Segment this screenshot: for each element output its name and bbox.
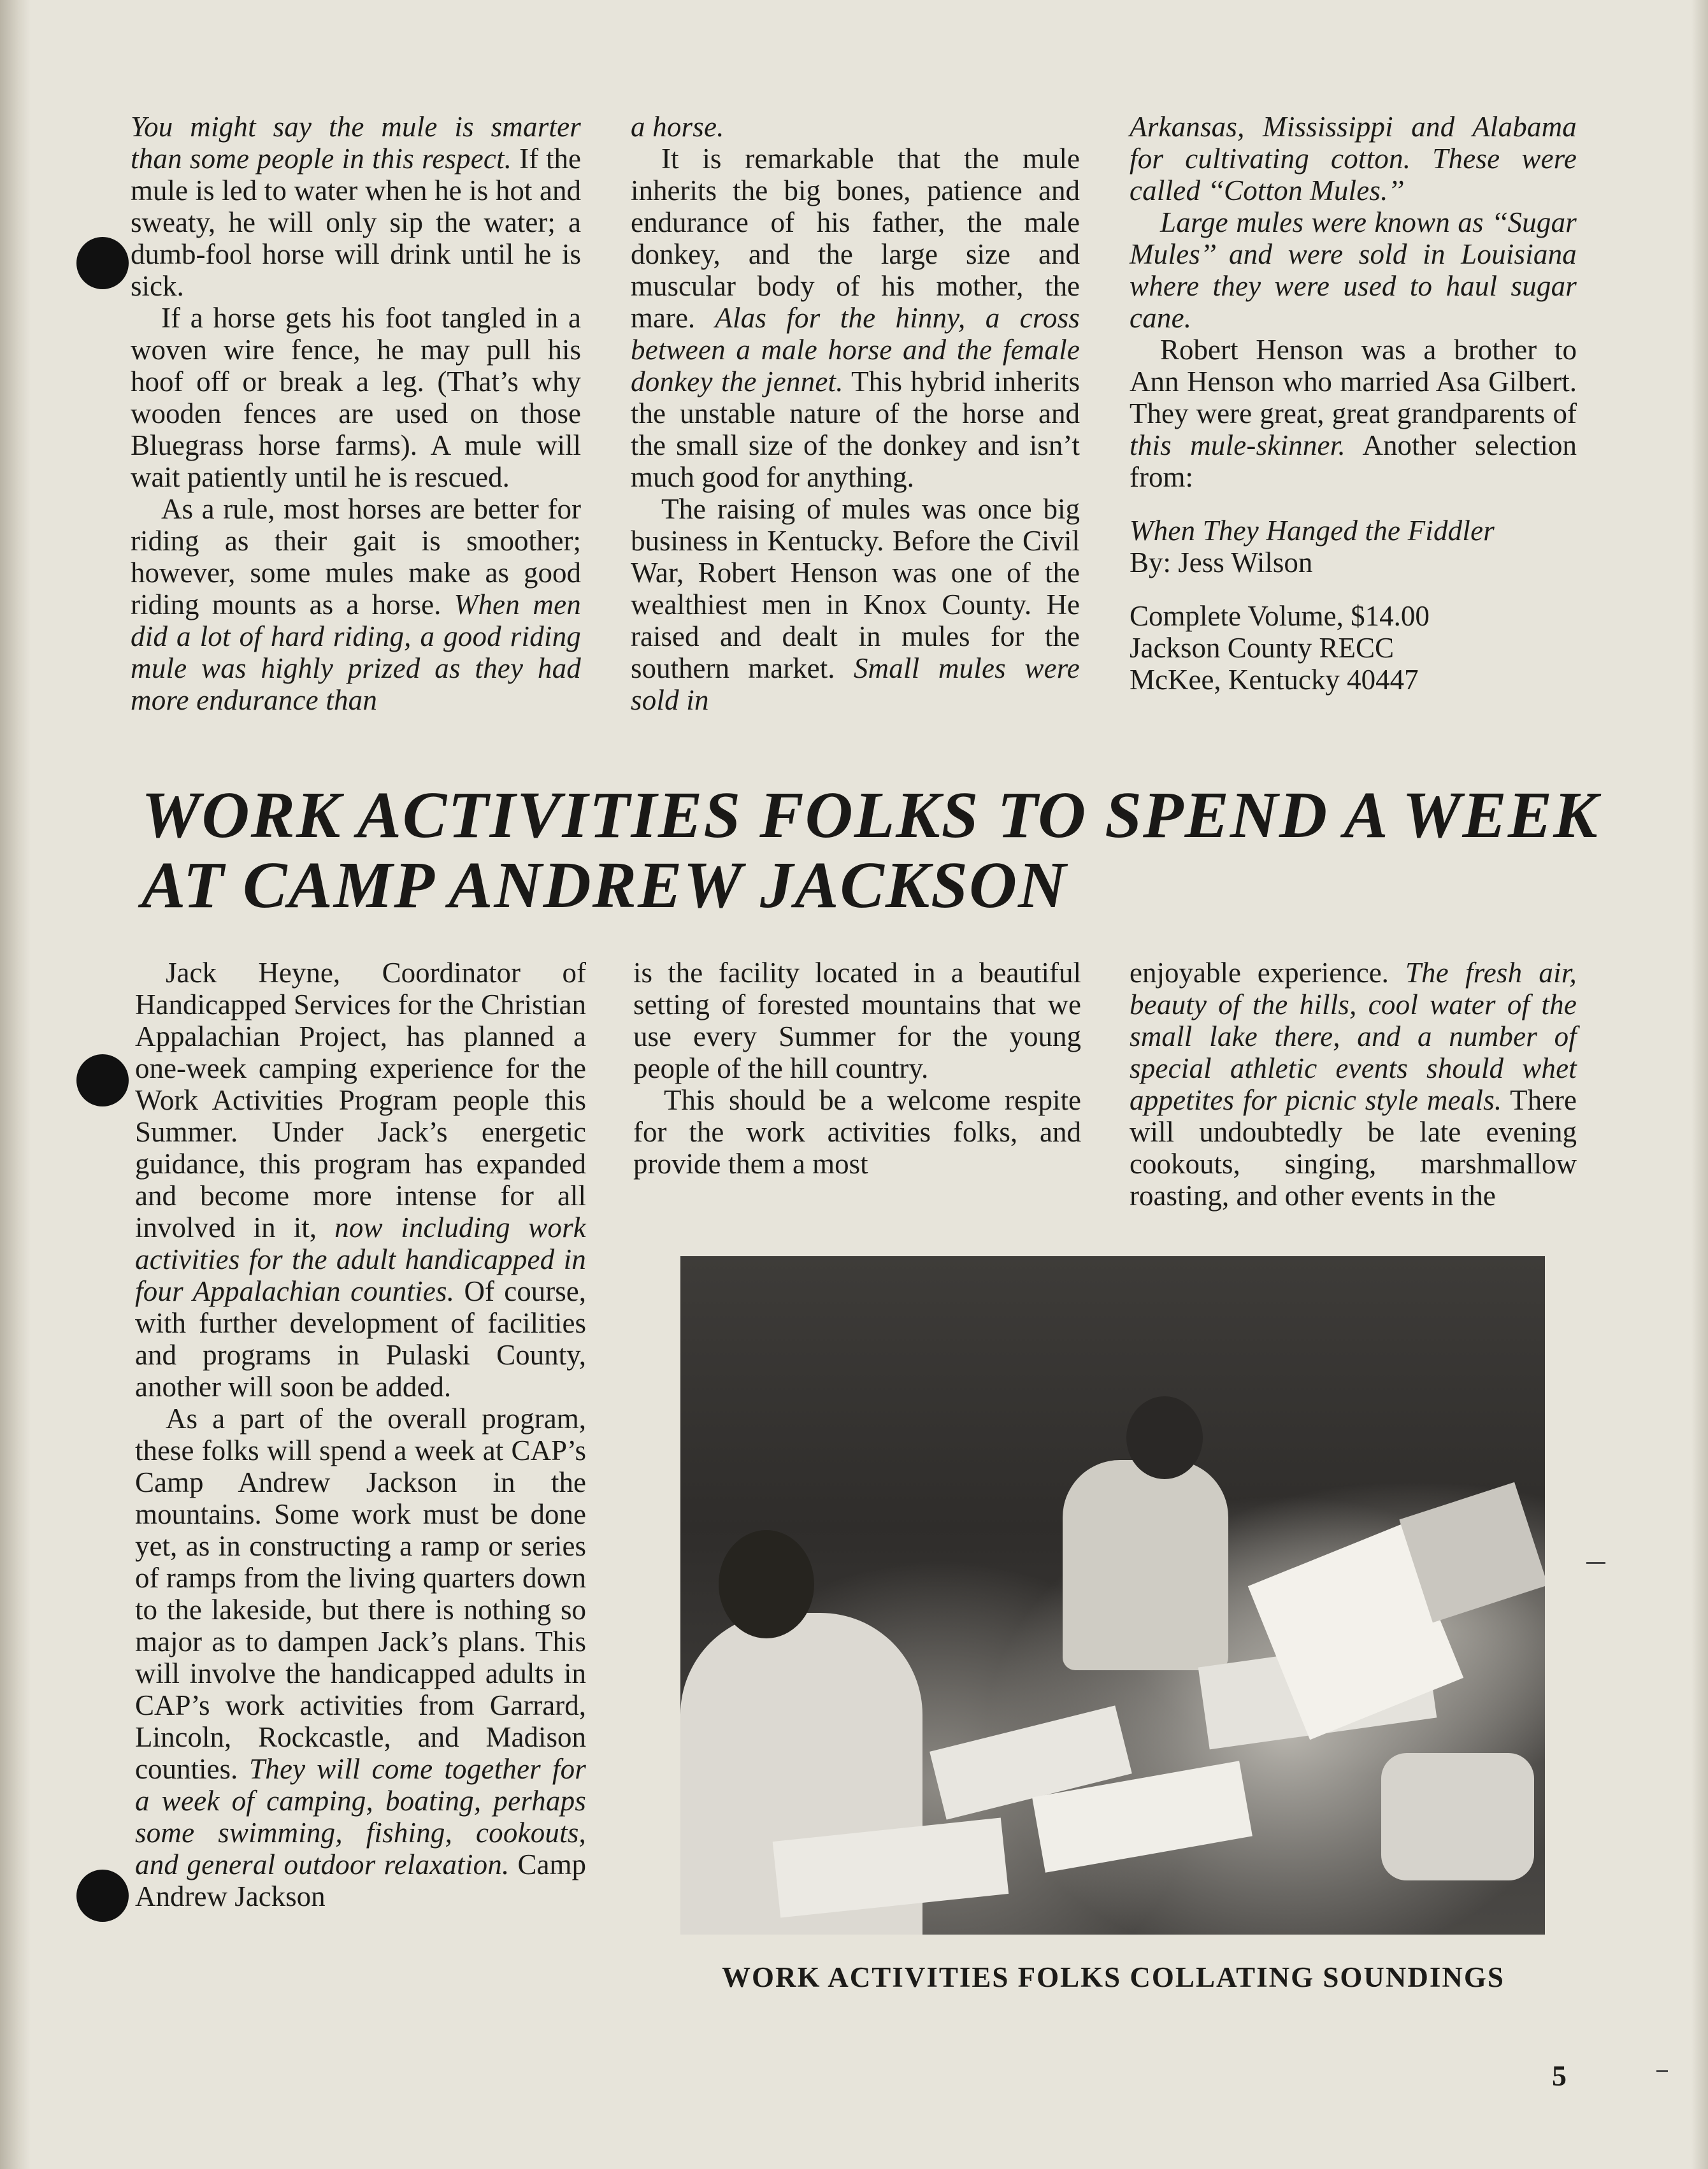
paragraph bbox=[131, 493, 581, 716]
text-run: Camp Andrew Jackson bbox=[135, 1849, 586, 1912]
collating-photo bbox=[680, 1256, 1545, 1935]
text-run: If the mule is led to water when he is hot and sweaty, he will only sip the water; a dumb-fool horse will drink until he is sick. bbox=[131, 143, 581, 302]
paragraph bbox=[631, 143, 1080, 493]
mule-article-column-2 bbox=[631, 111, 1080, 716]
book-price: Complete Volume, $14.00 bbox=[1130, 600, 1430, 632]
text-run: As a part of the overall program, these folks will spend a week at CAP’s Camp Andrew Jackson in the mountains. Some work must be done yet, as in constructing a ramp or series of ramps from the living quarters down to the lakeside, but there is nothing so major as to dampen Jack’s plans. This will involve the handicapped adults in CAP’s work activities from Garrard, Lincoln, Rockcastle, and Madison counties. bbox=[135, 1403, 586, 1785]
person-head-front bbox=[719, 1530, 814, 1638]
margin-mark bbox=[1586, 1562, 1605, 1564]
punch-hole-icon bbox=[76, 237, 129, 289]
hand bbox=[1381, 1753, 1534, 1880]
text-run: Robert Henson was a brother to Ann Henson who married Asa Gilbert. They were great, great grandparents of bbox=[1130, 334, 1577, 429]
page-binding-shadow bbox=[0, 0, 31, 2169]
italic-run: Small mules were sold in bbox=[631, 652, 1080, 716]
paragraph bbox=[633, 1084, 1081, 1180]
camp-article-column-3 bbox=[1130, 957, 1577, 1212]
book-address: McKee, Kentucky 40447 bbox=[1130, 664, 1419, 696]
camp-article-column-2 bbox=[633, 957, 1081, 1180]
italic-run: Alas for the hinny, a cross between a male horse and the female donkey the jennet. bbox=[631, 302, 1080, 397]
text-run: is the facility located in a beautiful setting of forested mountains that we use every Summer for the young people of the hill country. bbox=[633, 957, 1081, 1084]
text-run: It is remarkable that the mule inherits the big bones, patience and endurance of his father, the male donkey, and the large size and muscular body of his mother, the mare. bbox=[631, 143, 1080, 334]
punch-hole-icon bbox=[76, 1870, 129, 1922]
paragraph bbox=[135, 1403, 586, 1912]
photo-caption: WORK ACTIVITIES FOLKS COLLATING SOUNDINGS bbox=[722, 1961, 1505, 1993]
text-run: This hybrid inherits the unstable nature of the horse and the small size of the donkey and isn’t much good for anything. bbox=[631, 366, 1080, 493]
page-number: 5 bbox=[1552, 2059, 1567, 2092]
camp-article-column-1 bbox=[135, 957, 586, 1912]
text-run: This should be a welcome respite for the work activities folks, and provide them a most bbox=[633, 1084, 1081, 1180]
paragraph bbox=[131, 302, 581, 493]
italic-run: The fresh air, beauty of the hills, cool water of the small lake there, and a number of special athletic events should whet appetites for picnic style meals. bbox=[1130, 957, 1577, 1116]
paragraph bbox=[1130, 111, 1577, 206]
page-edge-shadow bbox=[1691, 0, 1708, 2169]
mule-article-column-1 bbox=[131, 111, 581, 716]
book-author: By: Jess Wilson bbox=[1130, 547, 1313, 578]
paragraph bbox=[631, 111, 1080, 143]
text-run: Jack Heyne, Coordinator of Handicapped Services for the Christian Appalachian Project, has planned a one-week camping experience for the Work Activities Program people this Summer. Under Jack’s energetic guidance, this program has expanded and become more intense for all involved in it, bbox=[135, 957, 586, 1243]
italic-run: this mule-skinner. bbox=[1130, 429, 1346, 461]
italic-run: Arkansas, Mississippi and Alabama for cultivating cotton. These were called ‘‘Cotton Mules.’’ bbox=[1130, 111, 1577, 206]
italic-run: You might say the mule is smarter than some people in this respect. bbox=[131, 111, 581, 175]
italic-run: Large mules were known as ‘‘Sugar Mules’’ and were sold in Louisiana where they were used to haul sugar cane. bbox=[1130, 206, 1577, 334]
paragraph bbox=[135, 957, 586, 1403]
margin-mark bbox=[1656, 2070, 1668, 2072]
paragraph bbox=[631, 493, 1080, 716]
italic-run: When men did a lot of hard riding, a good riding mule was highly prized as they had more endurance than bbox=[131, 589, 581, 716]
book-publisher: Jackson County RECC bbox=[1130, 632, 1395, 664]
italic-run: They will come together for a week of camping, boating, perhaps some swimming, fishing, cookouts, and general outdoor relaxation. bbox=[135, 1753, 586, 1880]
paragraph bbox=[1130, 206, 1577, 334]
article-headline: WORK ACTIVITIES FOLKS TO SPEND A WEEK AT CAMP ANDREW JACKSON bbox=[141, 778, 1599, 922]
punch-hole-icon bbox=[76, 1054, 129, 1106]
text-run: Of course, with further development of facilities and programs in Pulaski County, another will soon be added. bbox=[135, 1275, 586, 1403]
text-run: enjoyable experience. bbox=[1130, 957, 1405, 989]
text-run: Another selection from: bbox=[1130, 429, 1577, 493]
text-run: As a rule, most horses are better for riding as their gait is smoother; however, some mules make as good riding mounts as a horse. bbox=[131, 493, 581, 620]
paragraph bbox=[633, 957, 1081, 1084]
person-shirt-back bbox=[1063, 1460, 1228, 1670]
paragraph bbox=[1130, 334, 1577, 493]
paragraph bbox=[131, 111, 581, 302]
person-head-back bbox=[1126, 1396, 1203, 1479]
paragraph bbox=[1130, 957, 1577, 1212]
text-run: There will undoubtedly be late evening cookouts, singing, marshmallow roasting, and other events in the bbox=[1130, 1084, 1577, 1212]
text-run: The raising of mules was once big business in Kentucky. Before the Civil War, Robert Henson was one of the wealthiest men in Knox County. He raised and dealt in mules for the southern market. bbox=[631, 493, 1080, 684]
text-run: If a horse gets his foot tangled in a woven wire fence, he may pull his hoof off or break a leg. (That’s why wooden fences are used on those Bluegrass horse farms). A mule will wait patiently until he is rescued. bbox=[131, 302, 581, 493]
mule-article-column-3 bbox=[1130, 111, 1577, 696]
italic-run: a horse. bbox=[631, 111, 724, 143]
italic-run: now including work activities for the adult handicapped in four Appalachian counties. bbox=[135, 1212, 586, 1307]
book-title: When They Hanged the Fiddler bbox=[1130, 515, 1495, 547]
